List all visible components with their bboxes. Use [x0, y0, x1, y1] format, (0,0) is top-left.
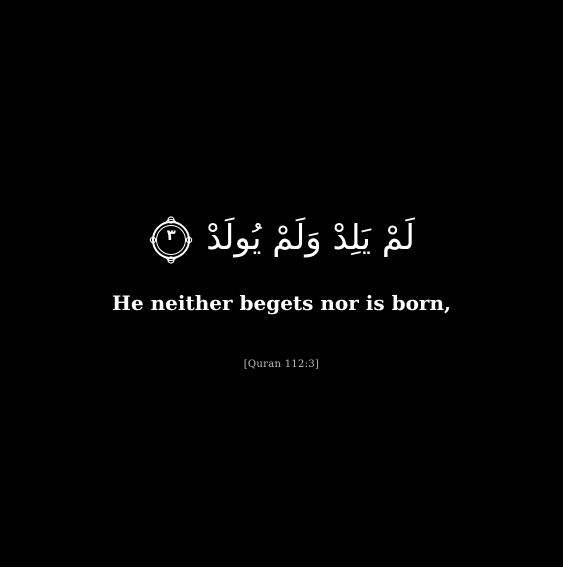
ayah-end-marker-icon [148, 212, 194, 264]
verse-reference: [Quran 112:3] [243, 359, 320, 370]
arabic-verse-text: لَمْ يَلِدْ وَلَمْ يُولَدْ [206, 218, 415, 258]
ayah-number: ٣ [166, 226, 176, 244]
arabic-verse-line [0, 208, 563, 268]
verse-translation: He neither begets nor is born, [112, 291, 451, 315]
